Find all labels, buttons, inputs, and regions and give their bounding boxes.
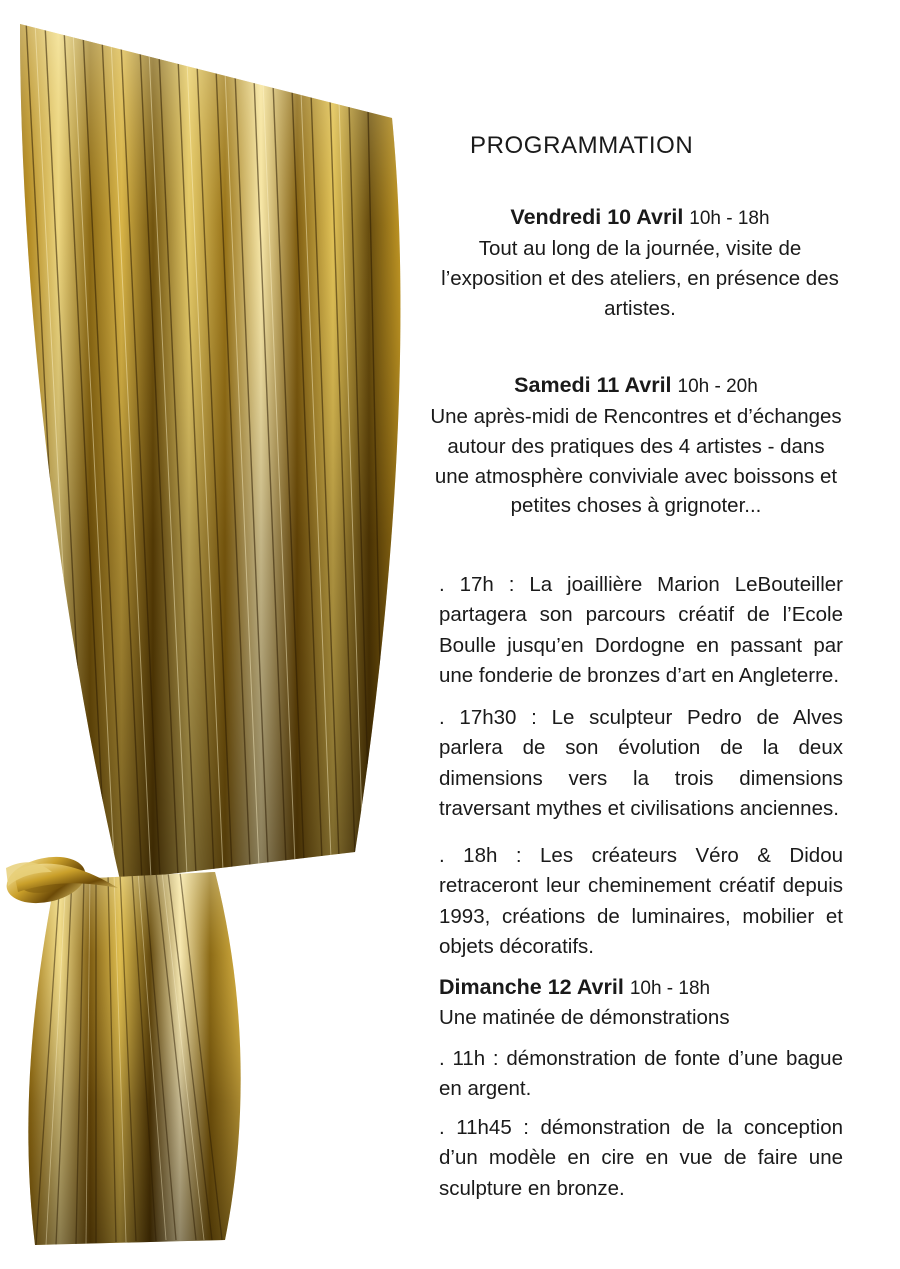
day-time-friday: 10h - 18h — [689, 208, 770, 229]
page-title: PROGRAMMATION — [470, 132, 694, 159]
session-11h45: . 11h45 : démonstration de la conception d’un modèle en cire en vue de faire une sculpture en bronze. — [439, 1116, 843, 1200]
day-heading-friday: Vendredi 10 Avril 10h - 18h — [510, 205, 770, 229]
day-body-friday: Tout au long de la journée, visite de l’exposition et des ateliers, en présence des artistes. — [441, 237, 839, 320]
day-body-saturday: Une après-midi de Rencontres et d’échanges autour des pratiques des 4 artistes - dans une atmosphère conviviale avec boissons et petites choses à grignoter... — [430, 405, 842, 518]
day-block-friday — [440, 202, 840, 323]
programme-content — [430, 0, 870, 1269]
session-17h: . 17h : La joaillière Marion LeBouteiller partagera son parcours créatif de l’Ecole Boulle jusqu’en Dordogne en passant par une fonderie de bronzes d’art en Angleterre. — [439, 573, 843, 687]
day-heading-saturday: Samedi 11 Avril 10h - 20h — [514, 373, 758, 397]
day-body-sunday: Une matinée de démonstrations — [439, 1006, 730, 1030]
session-18h: . 18h : Les créateurs Véro & Didou retraceront leur cheminement créatif depuis 1993, créations de luminaires, mobilier et objets décoratifs. — [439, 844, 843, 958]
day-heading-sunday: Dimanche 12 Avril 10h - 18h — [439, 975, 711, 999]
day-block-sunday — [439, 972, 843, 1033]
day-time-sunday: 10h - 18h — [629, 978, 711, 999]
day-block-saturday — [430, 370, 842, 521]
day-time-saturday: 10h - 20h — [677, 376, 758, 397]
session-17h30: . 17h30 : Le sculpteur Pedro de Alves parlera de son évolution de la deux dimensions vers la trois dimensions traversant mythes et civilisations anciennes. — [439, 706, 843, 820]
session-11h: . 11h : démonstration de fonte d’une bague en argent. — [439, 1047, 843, 1101]
